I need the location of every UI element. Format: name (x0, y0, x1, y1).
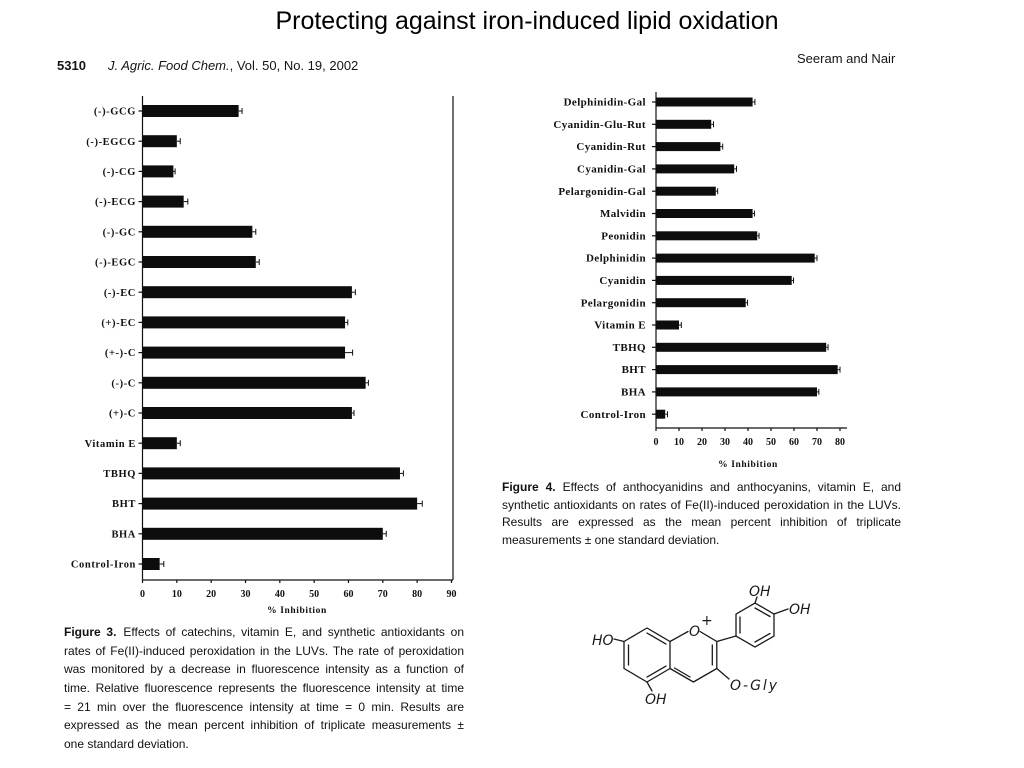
x-tick-label: 60 (343, 589, 354, 600)
ring-c-double-bonds (675, 645, 713, 677)
category-label: Cyanidin-Gal (577, 163, 646, 176)
category-label: Delphinidin-Gal (563, 96, 646, 109)
caption-line: one standard deviation. (64, 737, 189, 752)
category-label: (-)-C (111, 378, 136, 390)
ring-b (736, 603, 774, 647)
bar (143, 498, 418, 510)
category-label: Control-Iron (70, 559, 136, 571)
bar (656, 321, 679, 330)
figure-4-caption (502, 479, 901, 550)
bar (143, 467, 400, 479)
positive-charge-label: + (701, 613, 713, 629)
x-tick-label: 10 (674, 437, 684, 448)
journal-citation (108, 58, 358, 74)
ring-a-double-bonds (629, 633, 667, 677)
caption-text: Effects of anthocyanidins and anthocyanins, vitamin E, and (562, 480, 901, 494)
category-label: Pelargonidin (580, 297, 646, 310)
x-tick-label: 20 (206, 589, 217, 600)
category-label: Cyanidin-Rut (576, 141, 646, 154)
journal-name: J. Agric. Food Chem. (108, 58, 230, 73)
ring-b-double-bonds (740, 608, 770, 642)
x-tick-label: 80 (412, 589, 423, 600)
category-label: Pelargonidin-Gal (558, 185, 646, 198)
caption-line: was monitored by a decrease in fluorescence intensity as a function of (64, 662, 464, 677)
caption-line (502, 479, 901, 497)
caption-line: time. Relative fluorescence represents the fluorescence intensity at time (64, 681, 464, 696)
category-label: Vitamin E (84, 438, 136, 450)
x-tick-label: 50 (766, 437, 776, 448)
bar (143, 528, 383, 540)
category-label: Delphinidin (585, 252, 646, 265)
caption-line: measurements ± one standard deviation. (502, 533, 720, 548)
bar (143, 135, 177, 147)
bar (143, 105, 239, 117)
category-label: (+)-C (108, 408, 136, 420)
bar (656, 298, 746, 307)
x-tick-label: 20 (697, 437, 707, 448)
bar (656, 187, 716, 196)
bar (656, 231, 757, 240)
category-label: (-)-GC (102, 227, 136, 239)
caption-line: = 21 min over the fluorescence intensity at time = 0 min. Results are (64, 699, 464, 714)
anthocyanin-structure-drawing (592, 584, 811, 708)
figure-label: Figure 4. (502, 480, 556, 494)
ring-a (624, 628, 670, 682)
caption-line (64, 623, 464, 642)
category-label: (-)-ECG (95, 197, 136, 209)
bar (143, 256, 256, 268)
x-tick-label: 70 (377, 589, 388, 600)
x-tick-label: 80 (835, 437, 845, 448)
x-tick-label: 10 (171, 589, 182, 600)
x-tick-label: 0 (653, 437, 659, 448)
figure-label: Figure 3. (64, 625, 117, 639)
caption-line: rates of Fe(II)-induced peroxidation in the LUVs. The rate of peroxidation (64, 643, 464, 658)
x-axis-title: % Inhibition (267, 606, 327, 616)
category-label: Vitamin E (594, 319, 646, 332)
bar (143, 196, 184, 208)
slide-title: Protecting against iron-induced lipid oxidation (275, 7, 779, 35)
bar (656, 98, 753, 107)
category-label: (+-)-C (104, 348, 136, 360)
x-tick-label: 60 (789, 437, 799, 448)
category-label: Peonidin (601, 230, 646, 243)
x-tick-label: 40 (743, 437, 753, 448)
bar (143, 377, 366, 389)
glycoside-label: O-Gly (730, 678, 780, 694)
x-tick-label: 30 (720, 437, 730, 448)
x-tick-label: 50 (309, 589, 320, 600)
category-label: Malvidin (600, 208, 646, 221)
caption-line: Results are expressed as the mean percent inhibition of triplicate (502, 515, 901, 530)
bar (143, 558, 160, 570)
x-tick-label: 40 (274, 589, 285, 600)
bar (143, 437, 177, 449)
bar (656, 343, 826, 352)
category-label: (-)-EGCG (86, 136, 136, 148)
category-label: BHA (620, 386, 646, 399)
bar (656, 276, 792, 285)
category-label: (+)-EC (101, 318, 136, 329)
bar (143, 226, 253, 238)
x-tick-label: 90 (446, 589, 457, 600)
figure-3-caption (64, 623, 464, 754)
bar (656, 410, 665, 419)
category-label: (-)-GCG (93, 106, 136, 118)
figure-3-bar-chart (71, 96, 457, 616)
bar (143, 407, 352, 419)
x-tick-label: 30 (240, 589, 251, 600)
x-tick-label: 70 (812, 437, 822, 448)
oh-top-label: OH (749, 584, 771, 600)
category-label: BHA (111, 529, 136, 541)
category-label: Cyanidin-Glu-Rut (553, 118, 646, 131)
bar (656, 142, 720, 151)
bar (143, 316, 346, 328)
caption-line: synthetic antioxidants on rates of Fe(II)-induced peroxidation in the LUVs. (502, 497, 901, 512)
figure-4-bar-chart (553, 92, 847, 470)
category-label: TBHQ (103, 469, 136, 480)
caption-line: expressed as the mean percent inhibition of triplicate measurements ± (64, 718, 464, 733)
category-label: (-)-EC (103, 287, 136, 299)
bar (656, 387, 817, 396)
category-label: BHT (112, 499, 136, 511)
ho-label: HO (592, 633, 614, 649)
category-label: (-)-CG (102, 167, 136, 178)
bar (656, 120, 711, 129)
category-label: TBHQ (612, 341, 646, 354)
bar (656, 209, 753, 218)
page-number: 5310 (57, 58, 86, 73)
oh-right-label: OH (789, 602, 811, 618)
bar (656, 164, 734, 173)
bar (143, 165, 174, 177)
oh-bottom-label: OH (645, 692, 667, 708)
authors: Seeram and Nair (797, 51, 896, 66)
x-axis-title: % Inhibition (718, 460, 778, 470)
bar (143, 347, 346, 359)
category-label: BHT (621, 364, 646, 377)
bar (656, 365, 838, 374)
bar (656, 254, 815, 263)
x-tick-label: 0 (140, 589, 145, 600)
category-label: (-)-EGC (95, 257, 136, 269)
bar (143, 286, 352, 298)
ring-oxygen-label: O (689, 624, 701, 640)
category-label: Control-Iron (580, 408, 646, 421)
category-label: Cyanidin (599, 275, 646, 287)
volume-info: , Vol. 50, No. 19, 2002 (229, 58, 359, 73)
caption-text: Effects of catechins, vitamin E, and synthetic antioxidants on (123, 625, 464, 639)
